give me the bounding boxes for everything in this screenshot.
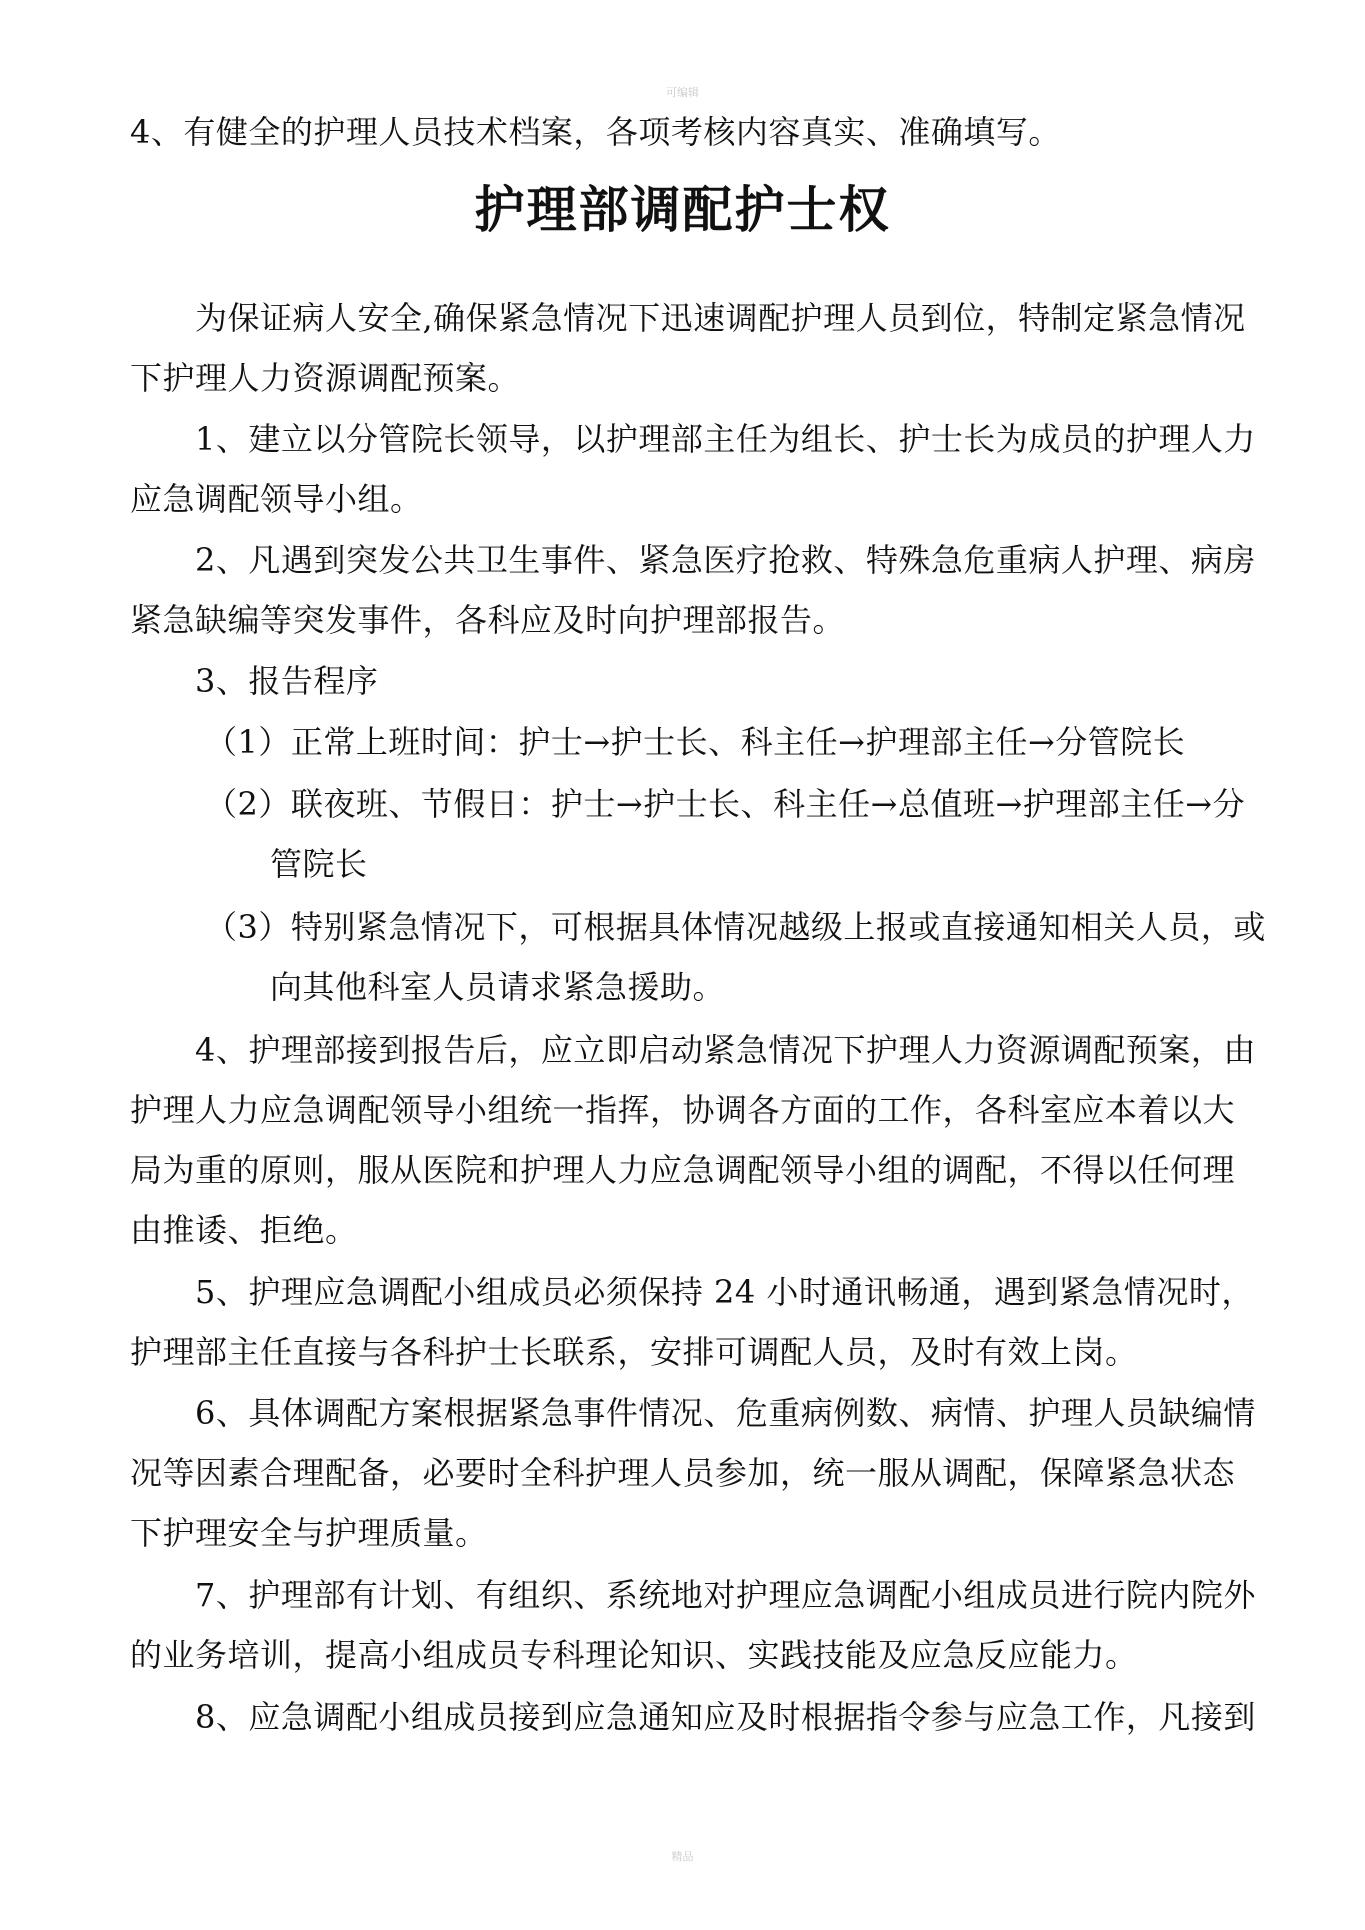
list-item-continuation: 向其他科室人员请求紧急援助。 (270, 968, 726, 1006)
paragraph-line: 2、凡遇到突发公共卫生事件、紧急医疗抢救、特殊急危重病人护理、病房 (195, 541, 1256, 579)
watermark-top: 可编辑 (666, 86, 699, 99)
paragraph-line: 紧急缺编等突发事件，各科应及时向护理部报告。 (130, 601, 846, 639)
paragraph-line: 为保证病人安全,确保紧急情况下迅速调配护理人员到位，特制定紧急情况 (195, 299, 1246, 337)
watermark-bottom: 精品 (671, 1850, 694, 1863)
paragraph-line: 4、有健全的护理人员技术档案，各项考核内容真实、准确填写。 (130, 113, 1061, 151)
paragraph-line: 护理人力应急调配领导小组统一指挥，协调各方面的工作，各科室应本着以大 (130, 1091, 1236, 1129)
paragraph-line: 7、护理部有计划、有组织、系统地对护理应急调配小组成员进行院内院外 (195, 1576, 1256, 1614)
list-item: （1）正常上班时间：护士→护士长、科主任→护理部主任→分管院长 (205, 723, 1186, 761)
paragraph-line: 由推诿、拒绝。 (130, 1211, 358, 1249)
page-title: 护理部调配护士权 (474, 181, 891, 239)
paragraph-line: 8、应急调配小组成员接到应急通知应及时根据指令参与应急工作，凡接到 (195, 1698, 1256, 1736)
paragraph-line: 局为重的原则，服从医院和护理人力应急调配领导小组的调配，不得以任何理 (130, 1151, 1236, 1189)
paragraph-line: 应急调配领导小组。 (130, 480, 423, 518)
paragraph-line: 1、建立以分管院长领导，以护理部主任为组长、护士长为成员的护理人力 (195, 420, 1256, 458)
list-item-continuation: 管院长 (270, 845, 368, 883)
paragraph-line: 6、具体调配方案根据紧急事件情况、危重病例数、病情、护理人员缺编情 (195, 1394, 1256, 1432)
list-item: （2）联夜班、节假日：护士→护士长、科主任→总值班→护理部主任→分 (205, 785, 1246, 823)
list-item: （3）特别紧急情况下，可根据具体情况越级上报或直接通知相关人员，或 (205, 908, 1266, 946)
paragraph-line: 护理部主任直接与各科护士长联系，安排可调配人员，及时有效上岗。 (130, 1333, 1138, 1371)
paragraph-line: 的业务培训，提高小组成员专科理论知识、实践技能及应急反应能力。 (130, 1636, 1138, 1674)
paragraph-line: 4、护理部接到报告后，应立即启动紧急情况下护理人力资源调配预案，由 (195, 1031, 1256, 1069)
paragraph-line: 下护理人力资源调配预案。 (130, 359, 521, 397)
paragraph-line: 3、报告程序 (195, 662, 379, 700)
paragraph-line: 5、护理应急调配小组成员必须保持 24 小时通讯畅通，遇到紧急情况时， (195, 1273, 1254, 1311)
paragraph-line: 下护理安全与护理质量。 (130, 1514, 488, 1552)
paragraph-line: 况等因素合理配备，必要时全科护理人员参加，统一服从调配，保障紧急状态 (130, 1454, 1236, 1492)
